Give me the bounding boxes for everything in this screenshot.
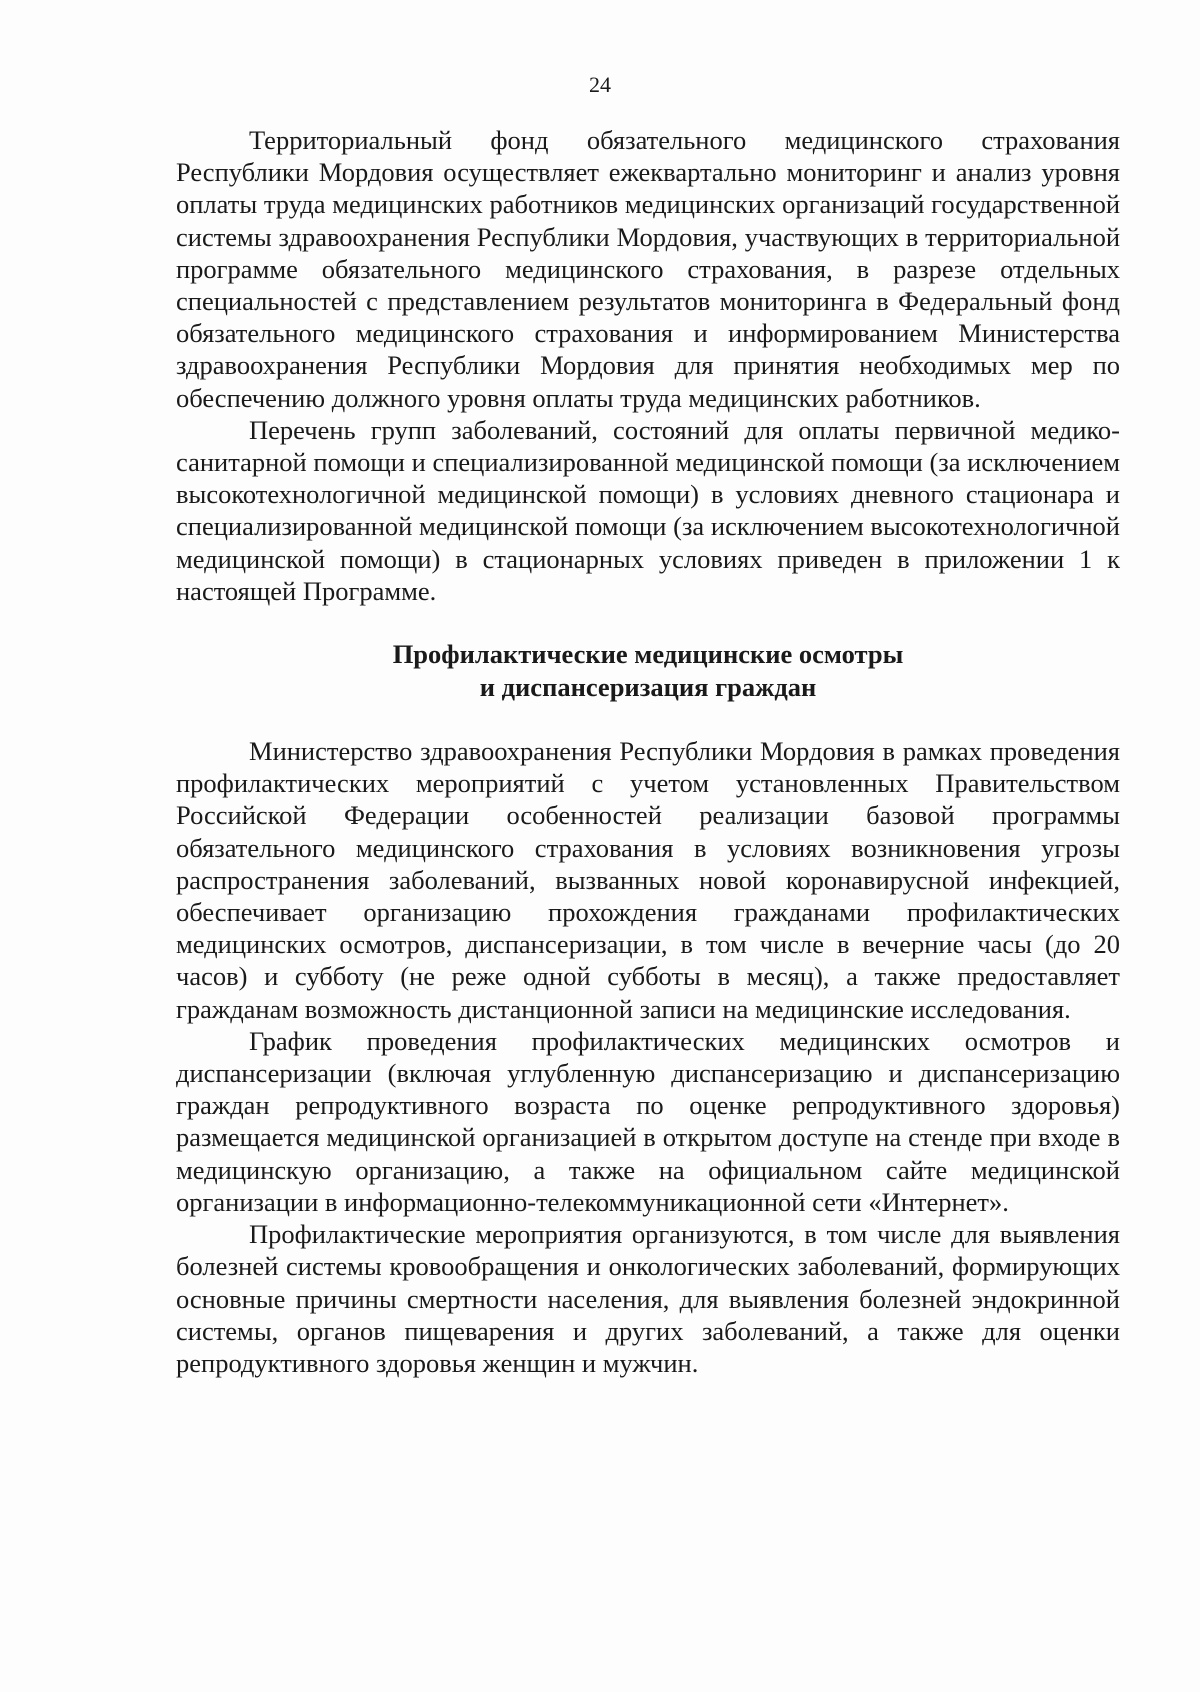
section-heading-line-1: Профилактические медицинские осмотры: [392, 639, 904, 670]
paragraph-preventive-activities: Профилактические мероприятия организуются, в том числе для выявления болезней системы кровообращения и онкологических заболеваний, формирующих основные причины смертности населения, для выявления болезней эндокринной системы, органов пищеварения и других заболеваний, а также для оценки репродуктивного здоровья женщин и мужчин.: [176, 1219, 1120, 1378]
section-heading: [176, 638, 1120, 704]
paragraph-examination-schedule: График проведения профилактических медицинских осмотров и диспансеризации (включая углубленную диспансеризацию и диспансеризацию граждан репродуктивного возраста по оценке репродуктивного здоровья) размещается медицинской организацией в открытом доступе на стенде при входе в медицинскую организацию, а также на официальном сайте медицинской организации в информационно-телекоммуникационной сети «Интернет».: [176, 1025, 1120, 1217]
paragraph-tfoms-monitoring: Территориальный фонд обязательного медицинского страхования Республики Мордовия осуществляет ежеквартально мониторинг и анализ уровня оплаты труда медицинских работников медицинских организаций государственной системы здравоохранения Республики Мордовия, участвующих в территориальной программе обязательного медицинского страхования, в разрезе отдельных специальностей с представлением результатов мониторинга в Федеральный фонд обязательного медицинского страхования и информированием Министерства здравоохранения Республики Мордовия для принятия необходимых мер по обеспечению должного уровня оплаты труда медицинских работников.: [176, 125, 1120, 413]
section-heading-line-2: и диспансеризация граждан: [479, 672, 817, 703]
page-number: 24: [589, 72, 611, 97]
page-content: [176, 124, 1120, 1379]
paragraph-ministry-preventive-measures: Министерство здравоохранения Республики Мордовия в рамках проведения профилактических мероприятий с учетом установленных Правительством Российской Федерации особенностей реализации базовой программы обязательного медицинского страхования в условиях возникновения угрозы распространения заболеваний, вызванных новой коронавирусной инфекцией, обеспечивает организацию прохождения гражданами профилактических медицинских осмотров, диспансеризации, в том числе в вечерние часы (до 20 часов) и субботу (не реже одной субботы в месяц), а также предоставляет гражданам возможность дистанционной записи на медицинские исследования.: [176, 736, 1120, 1024]
paragraph-disease-groups-list: Перечень групп заболеваний, состояний для оплаты первичной медико-санитарной помощи и специализированной медицинской помощи (за исключением высокотехнологичной медицинской помощи) в условиях дневного стационара и специализированной медицинской помощи (за исключением высокотехнологичной медицинской помощи) в стационарных условиях приведен в приложении 1 к настоящей Программе.: [176, 414, 1120, 606]
